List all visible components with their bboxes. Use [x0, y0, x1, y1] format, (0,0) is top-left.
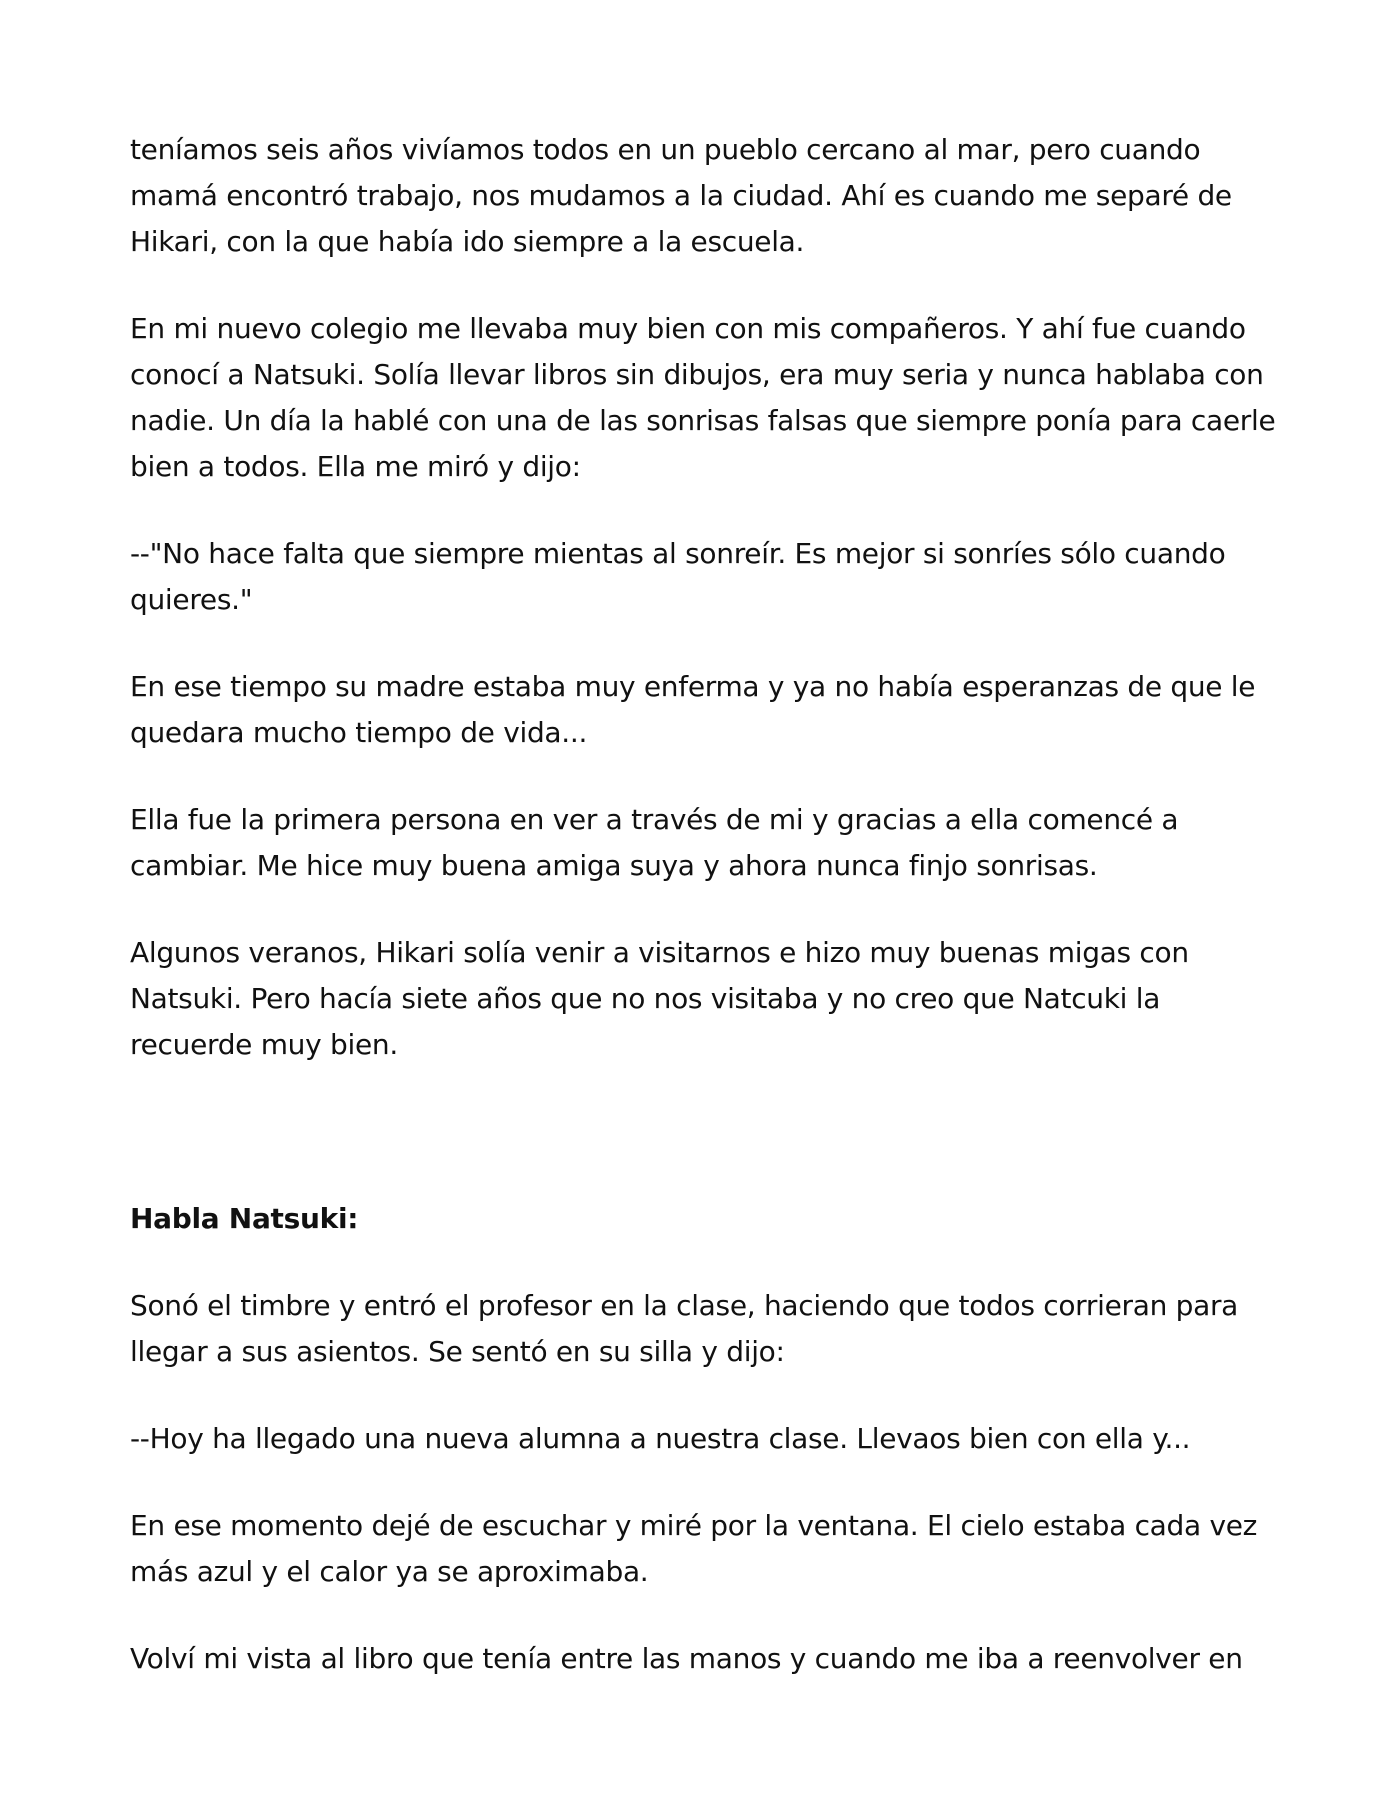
paragraph-2: En mi nuevo colegio me llevaba muy bien con mis compañeros. Y ahí fue cuando conocí a Natsuki. Solía llevar libros sin dibujos, era muy seria y nunca hablaba con nadie. Un día la hablé con una de las sonrisas falsas que siempre ponía para caerle bien a todos. Ella me miró y dijo: — [130, 312, 1276, 483]
paragraph-4: En ese tiempo su madre estaba muy enferma y ya no había esperanzas de que le quedara mucho tiempo de vida... — [130, 670, 1256, 749]
paragraph-5: Ella fue la primera persona en ver a través de mi y gracias a ella comencé a cambiar. Me hice muy buena amiga suya y ahora nunca finjo sonrisas. — [130, 803, 1179, 882]
paragraph-1: teníamos seis años vivíamos todos en un pueblo cercano al mar, pero cuando mamá encontró trabajo, nos mudamos a la ciudad. Ahí es cuando me separé de Hikari, con la que había ido siempre a la escuela. — [130, 133, 1232, 258]
section-paragraph-1: Sonó el timbre y entró el profesor en la clase, haciendo que todos corrieran para llegar a sus asientos. Se sentó en su silla y dijo: — [130, 1289, 1239, 1368]
section-paragraph-2: --Hoy ha llegado una nueva alumna a nuestra clase. Llevaos bien con ella y... — [130, 1422, 1191, 1455]
section-heading: Habla Natsuki: — [130, 1202, 359, 1235]
paragraph-6: Algunos veranos, Hikari solía venir a visitarnos e hizo muy buenas migas con Natsuki. Pero hacía siete años que no nos visitaba y no creo que Natcuki la recuerde muy bien. — [130, 936, 1189, 1061]
paragraph-3: --"No hace falta que siempre mientas al sonreír. Es mejor si sonríes sólo cuando quieres." — [130, 537, 1226, 616]
document-body — [130, 127, 1280, 1682]
section-paragraph-4: Volví mi vista al libro que tenía entre las manos y cuando me iba a reenvolver en — [130, 1642, 1243, 1675]
section-paragraph-3: En ese momento dejé de escuchar y miré por la ventana. El cielo estaba cada vez más azul y el calor ya se aproximaba. — [130, 1509, 1258, 1588]
